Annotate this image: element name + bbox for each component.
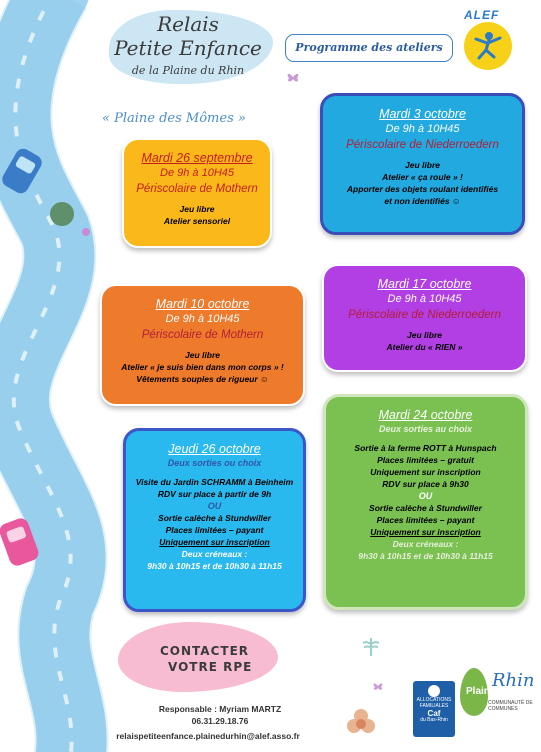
program-title: Programme des ateliers bbox=[285, 34, 453, 62]
brand-line-1: Relais bbox=[157, 12, 219, 36]
workshop-time: De 9h à 10H45 bbox=[385, 123, 460, 135]
workshop-line: Sortie calèche à Stundwiller bbox=[369, 503, 482, 513]
workshop-slots-label: Deux créneaux : bbox=[392, 539, 459, 549]
workshop-line: RDV sur place à partir de 9h bbox=[157, 489, 272, 499]
workshop-card-oct-17 bbox=[322, 264, 527, 372]
workshop-line: Atelier « ça roule » ! bbox=[382, 172, 463, 182]
workshop-line: Uniquement sur inscription bbox=[370, 467, 481, 477]
contact-responsible bbox=[140, 703, 300, 727]
contact-title-1: CONTACTER bbox=[160, 644, 250, 658]
workshop-time: De 9h à 10H45 bbox=[165, 313, 240, 325]
brand-line-2: Petite Enfance bbox=[114, 36, 262, 60]
workshop-line: Atelier sensoriel bbox=[163, 216, 231, 226]
subtitle: « Plaine des Mômes » bbox=[102, 111, 246, 126]
workshop-card-oct-26 bbox=[123, 428, 306, 612]
tree-icon bbox=[50, 202, 74, 226]
workshop-time: De 9h à 10H45 bbox=[387, 293, 462, 305]
alef-logo-text: ALEF bbox=[464, 8, 500, 22]
workshop-place: Périscolaire de Niederroedern bbox=[348, 309, 501, 321]
workshop-card-sept-26 bbox=[122, 138, 272, 248]
workshop-date: Mardi 26 septembre bbox=[141, 151, 253, 165]
workshop-place: Périscolaire de Niederroedern bbox=[346, 139, 499, 151]
workshop-line: RDV sur place à 9h30 bbox=[382, 479, 469, 489]
workshop-place: Périscolaire de Mothern bbox=[141, 329, 264, 341]
contact-title-2: VOTRE RPE bbox=[168, 660, 253, 674]
workshop-date: Mardi 10 octobre bbox=[155, 297, 250, 311]
workshop-card-oct-10 bbox=[100, 284, 305, 406]
caf-logo bbox=[413, 681, 455, 737]
workshop-date: Mardi 17 octobre bbox=[377, 277, 472, 291]
workshop-date: Jeudi 26 octobre bbox=[168, 442, 261, 456]
workshop-date: Mardi 24 octobre bbox=[378, 408, 473, 422]
workshop-registration: Uniquement sur inscription bbox=[370, 527, 481, 537]
responsible-name: Responsable : Myriam MARTZ bbox=[158, 704, 282, 714]
workshop-line: Jeu libre bbox=[185, 350, 220, 360]
workshop-line: Apporter des objets roulant identifiés bbox=[346, 184, 499, 194]
workshop-line: Places limitées – payant bbox=[376, 515, 475, 525]
workshop-card-oct-3 bbox=[320, 93, 525, 235]
workshop-card-oct-24 bbox=[323, 394, 528, 610]
workshop-line: Atelier du « RIEN » bbox=[386, 342, 463, 352]
workshop-time: De 9h à 10H45 bbox=[160, 167, 234, 179]
workshop-line: Jeu libre bbox=[405, 160, 440, 170]
workshop-line: Vêtements souples de rigueur ☺ bbox=[136, 374, 269, 384]
alef-logo bbox=[458, 8, 530, 80]
workshop-hint: Deux sorties au choix bbox=[378, 424, 473, 434]
workshop-line: Atelier « je suis bien dans mon corps » ! bbox=[121, 362, 284, 372]
workshop-or: OU bbox=[207, 501, 222, 511]
dragonfly-icon bbox=[360, 636, 382, 658]
brand-line-3: de la Plaine du Rhin bbox=[131, 64, 245, 77]
phone-number: 06.31.29.18.76 bbox=[191, 716, 249, 726]
butterfly-icon bbox=[372, 680, 384, 692]
workshop-slots-label: Deux créneaux : bbox=[181, 549, 248, 559]
workshop-slots: 9h30 à 10h15 et de 10h30 à 11h15 bbox=[358, 551, 493, 561]
workshop-date: Mardi 3 octobre bbox=[379, 107, 466, 121]
flower-icon bbox=[344, 706, 378, 740]
jumping-person-icon bbox=[472, 30, 504, 62]
plaine-du-rhin-logo bbox=[458, 664, 538, 740]
workshop-or: OU bbox=[418, 491, 433, 501]
workshop-line: Jeu libre bbox=[407, 330, 442, 340]
workshop-line: Places limitées – gratuit bbox=[377, 455, 474, 465]
workshop-line: Visite du Jardin SCHRAMM à Beinheim bbox=[135, 477, 294, 487]
workshop-line: Sortie calèche à Stundwiller bbox=[158, 513, 271, 523]
caf-subtitle: ALLOCATIONS FAMILIALES bbox=[416, 697, 452, 709]
rpe-logo bbox=[103, 6, 273, 84]
workshop-line: Sortie à la ferme ROTT à Hunspach bbox=[354, 443, 497, 453]
caf-name: Caf bbox=[427, 709, 441, 718]
workshop-line: et non identifiés ☺ bbox=[384, 196, 461, 206]
workshop-hint: Deux sorties ou choix bbox=[167, 458, 262, 468]
workshop-registration: Uniquement sur inscription bbox=[159, 537, 270, 547]
workshop-line: Jeu libre bbox=[179, 204, 215, 214]
flower-icon bbox=[82, 228, 90, 236]
plaine-word: Plaine bbox=[466, 686, 496, 697]
road-illustration bbox=[0, 0, 110, 752]
workshop-place: Périscolaire de Mothern bbox=[136, 183, 258, 195]
email-address: relaispetiteenfance.plainedurhin@alef.asso.fr bbox=[116, 731, 300, 741]
workshop-slots: 9h30 à 10h15 et de 10h30 à 11h15 bbox=[147, 561, 282, 571]
workshop-line: Places limitées – payant bbox=[165, 525, 264, 535]
caf-region: du Bas-Rhin bbox=[420, 717, 448, 723]
rhin-word: Rhin bbox=[492, 670, 535, 691]
butterfly-icon bbox=[286, 70, 300, 84]
communaute-text: COMMUNAUTÉ DE COMMUNES bbox=[488, 700, 533, 712]
